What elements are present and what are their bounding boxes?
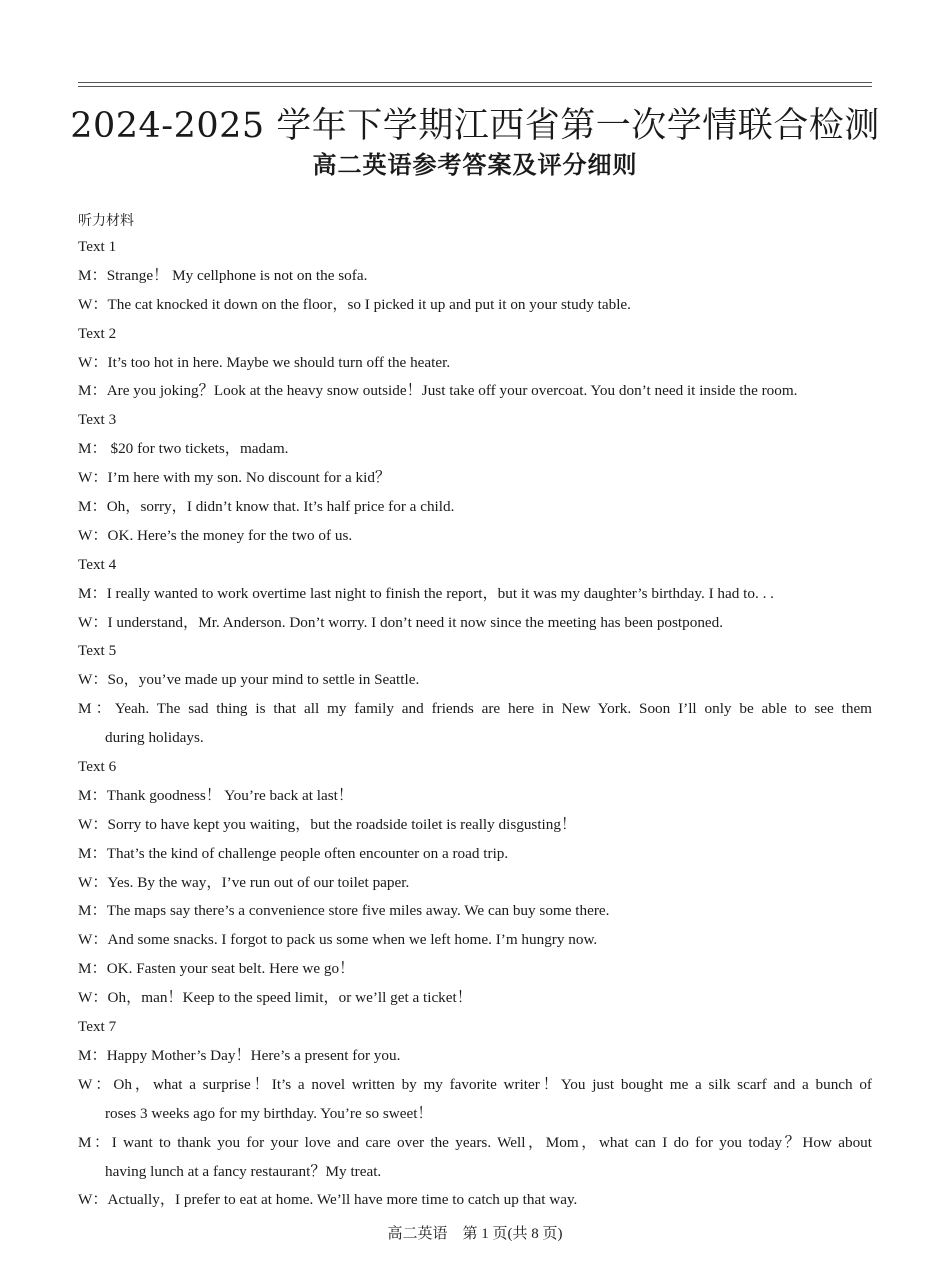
transcript-line: during holidays. [105, 729, 204, 747]
page-subtitle: 高二英语参考答案及评分细则 [312, 151, 638, 179]
text-label: Text 7 [78, 1018, 117, 1036]
transcript-line: W：Oh，what a surprise！It’s a novel written by my favorite writer！You just bought me a silk scarf and a bunch of [78, 1075, 872, 1093]
transcript-line: W：Sorry to have kept you waiting，but the roadside toilet is really disgusting！ [78, 815, 577, 833]
transcript-line: W：So，you’ve made up your mind to settle in Seattle. [78, 671, 420, 689]
text-label: Text 5 [78, 642, 117, 660]
transcript-line: M：The maps say there’s a convenience store five miles away. We can buy some there. [78, 902, 610, 920]
text-label: Text 4 [78, 555, 117, 573]
transcript-line: W：The cat knocked it down on the floor，so I picked it up and put it on your study table. [78, 295, 631, 313]
transcript-line: W：And some snacks. I forgot to pack us some when we left home. I’m hungry now. [78, 931, 598, 949]
transcript-line: M：Thank goodness！ You’re back at last！ [78, 786, 354, 804]
transcript-line: W：Yes. By the way，I’ve run out of our toilet paper. [78, 873, 410, 891]
transcript-line: roses 3 weeks ago for my birthday. You’re so sweet！ [105, 1104, 433, 1122]
transcript-line: M：That’s the kind of challenge people often encounter on a road trip. [78, 844, 509, 862]
text-label: Text 1 [78, 238, 117, 255]
transcript-line: W：It’s too hot in here. Maybe we should turn off the heater. [78, 353, 451, 371]
transcript-line: W：Actually，I prefer to eat at home. We’ll have more time to catch up that way. [78, 1191, 578, 1209]
page-footer: 高二英语 第 1 页(共 8 页) [387, 1226, 563, 1242]
transcript-line: M：Happy Mother’s Day！Here’s a present for you. [78, 1046, 401, 1064]
transcript-line: M：OK. Fasten your seat belt. Here we go！ [78, 960, 355, 978]
page-title: 2024-2025 学年下学期江西省第一次学情联合检测 [70, 106, 880, 146]
text-label: Text 6 [78, 758, 117, 776]
transcript-line: M： $20 for two tickets，madam. [78, 440, 289, 458]
text-label: Text 2 [78, 324, 117, 342]
transcript-line: M：Yeah. The sad thing is that all my family and friends are here in New York. Soon I’ll only be able to see them [78, 700, 872, 718]
transcript-line: W：I understand，Mr. Anderson. Don’t worry. I don’t need it now since the meeting has been postponed. [78, 613, 724, 631]
transcript-line: M：Oh，sorry，I didn’t know that. It’s half price for a child. [78, 498, 455, 516]
transcript-line: M：Strange！ My cellphone is not on the sofa. [78, 266, 368, 284]
transcript-body [78, 233, 878, 1215]
transcript-line: W：I’m here with my son. No discount for a kid？ [78, 469, 391, 487]
transcript-line: having lunch at a fancy restaurant？My treat. [105, 1162, 382, 1180]
section-heading: 听力材料 [78, 213, 134, 229]
transcript-line: W：Oh，man！Keep to the speed limit，or we’ll get a ticket！ [78, 989, 472, 1007]
transcript-line: M：Are you joking？Look at the heavy snow outside！Just take off your overcoat. You don’t need it inside the room. [78, 382, 798, 400]
transcript-line: M：I want to thank you for your love and care over the years. Well，Mom，what can I do for you today？How about [78, 1133, 872, 1151]
transcript-line: W：OK. Here’s the money for the two of us. [78, 526, 353, 544]
text-label: Text 3 [78, 411, 117, 429]
transcript-line: M：I really wanted to work overtime last night to finish the report，but it was my daughter’s birthday. I had to. . . [78, 584, 774, 602]
header-double-rule [78, 82, 872, 87]
